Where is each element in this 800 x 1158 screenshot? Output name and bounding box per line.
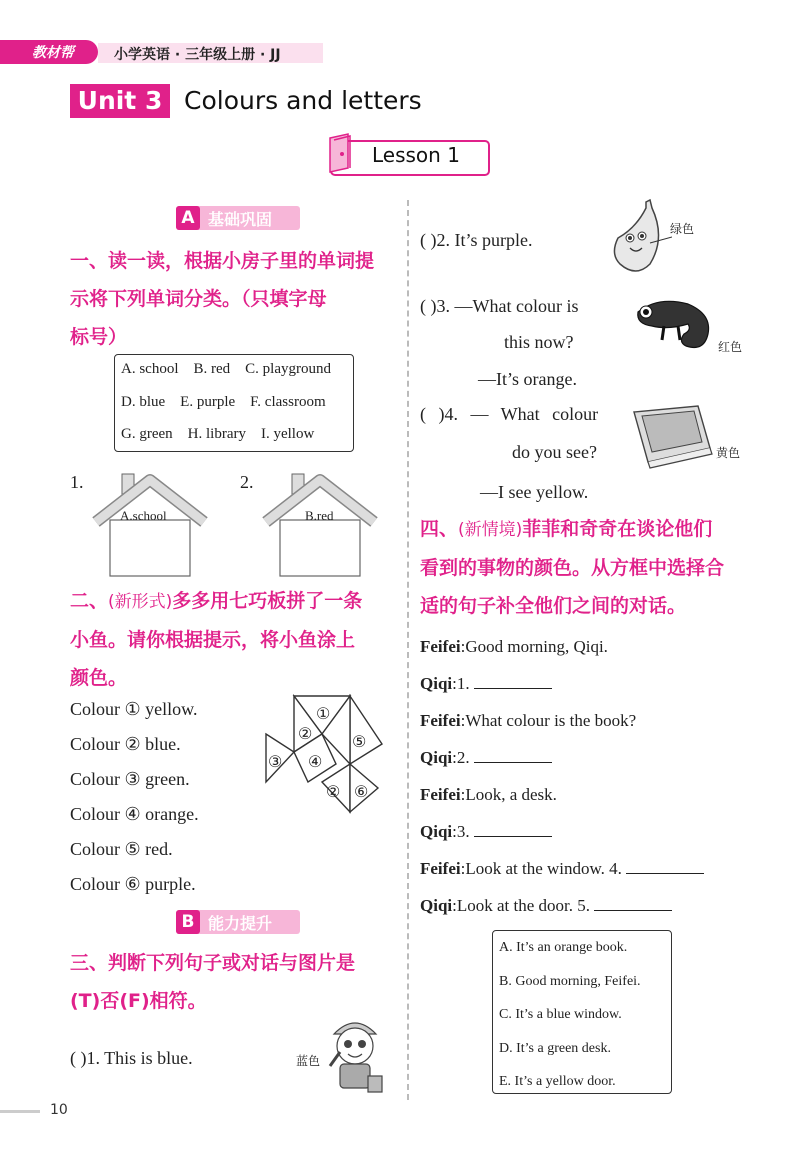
- q2-tag: (新形式): [108, 592, 173, 612]
- speaker: Qiqi: [420, 674, 453, 693]
- q2-instruction: [70, 582, 400, 697]
- page-number: 10: [50, 1102, 68, 1118]
- brand-text: 教材帮: [32, 45, 74, 61]
- q3-item2-label: 绿色: [670, 222, 695, 236]
- footer-rule: [0, 1110, 40, 1113]
- q4-options-box: [492, 930, 672, 1094]
- fish-label: ⑤: [352, 734, 367, 751]
- dialogue-text: What colour is the book?: [465, 711, 637, 730]
- q2-line2: 小鱼。请你根据提示，将小鱼涂上: [70, 629, 356, 651]
- chameleon-icon: [628, 290, 718, 354]
- dialogue-line: Feifei:Good morning, Qiqi.: [420, 637, 608, 656]
- q3-line1: 三、判断下列句子或对话与图片是: [70, 952, 356, 974]
- answer-blank-5[interactable]: [594, 894, 672, 911]
- house1-number: 1.: [70, 472, 84, 492]
- dialogue-line: Qiqi:1.: [420, 665, 704, 702]
- fish-label: ②: [326, 784, 341, 801]
- answer-blank-2[interactable]: [474, 746, 552, 763]
- q1-option: G. green: [121, 426, 173, 442]
- speaker: Feifei: [420, 785, 461, 804]
- book-title: 小学英语 · 三年级上册 · JJ: [114, 47, 281, 63]
- q1-option: C. playground: [245, 361, 331, 377]
- section-b-badge: [176, 910, 300, 934]
- column-divider: [407, 200, 409, 1100]
- painter-boy-icon: [320, 1012, 390, 1098]
- dialogue-text: 1.: [456, 674, 470, 693]
- q1-option: F. classroom: [250, 394, 326, 410]
- section-b-title: 能力提升: [208, 914, 273, 933]
- house2-number: 2.: [240, 472, 254, 492]
- q2-line3: 颜色。: [70, 667, 128, 689]
- colour-item: Colour ③ green.: [70, 769, 190, 789]
- q4-line1: 菲菲和奇奇在谈论他们: [522, 518, 713, 540]
- header-bar: [0, 40, 330, 66]
- dialogue-text: Good morning, Qiqi.: [465, 637, 608, 656]
- q4-dialogue: [420, 628, 704, 924]
- q3-item3-a: ( )3. —What colour is: [420, 296, 579, 316]
- q4-option: B. Good morning, Feifei.: [499, 973, 641, 989]
- q3-item3-label: 红色: [718, 340, 743, 354]
- fish-label: ④: [308, 754, 323, 771]
- q1-option: E. purple: [180, 394, 236, 410]
- dialogue-line: Qiqi:2.: [420, 739, 704, 776]
- q3-item4-a: ( )4. — What colour: [420, 404, 599, 424]
- q1-options-row3: [121, 426, 314, 443]
- q2-prefix: 二、: [70, 590, 109, 612]
- lesson-title: Lesson 1: [372, 143, 460, 167]
- house1-word: A.school: [120, 508, 167, 523]
- fish-label: ⑥: [354, 784, 369, 801]
- colour-item: Colour ② blue.: [70, 734, 181, 754]
- q3-item1-label: 蓝色: [296, 1054, 321, 1068]
- fish-label: ②: [298, 726, 313, 743]
- colour-item: Colour ④ orange.: [70, 804, 199, 824]
- speaker: Feifei: [420, 637, 461, 656]
- dialogue-line: Qiqi:3.: [420, 813, 704, 850]
- dialogue-text: 2.: [456, 748, 470, 767]
- house1-icon: [90, 470, 210, 580]
- tangram-fish: [262, 690, 392, 820]
- q4-tag: (新情境): [458, 520, 523, 540]
- dialogue-text: Look at the door. 5.: [456, 896, 591, 915]
- q4-option: C. It’s a blue window.: [499, 1007, 622, 1022]
- pointer-arrow: [648, 230, 672, 240]
- q1-option: A. school: [121, 361, 179, 377]
- dialogue-line: Feifei:What colour is the book?: [420, 711, 637, 730]
- q1-options-row2: [121, 394, 326, 411]
- q3-item4-b: do you see?: [512, 442, 597, 462]
- q3-item3-b: this now?: [504, 332, 574, 352]
- unit-label: Unit 3: [70, 84, 170, 118]
- section-a-letter: A: [176, 206, 200, 230]
- q1-line2: 示将下列单词分类。（只填字母: [70, 288, 327, 310]
- dialogue-text: Look, a desk.: [465, 785, 557, 804]
- speaker: Feifei: [420, 711, 461, 730]
- q3-item4-label: 黄色: [716, 446, 741, 460]
- dialogue-line: Feifei:Look at the window. 4.: [420, 850, 704, 887]
- q1-line3: 标号）: [70, 326, 128, 348]
- q4-line2: 看到的事物的颜色。从方框中选择合: [420, 557, 725, 579]
- colour-item: Colour ⑤ red.: [70, 839, 173, 859]
- section-a-title: 基础巩固: [208, 210, 273, 229]
- q1-instruction: [70, 242, 400, 356]
- answer-blank-1[interactable]: [474, 672, 552, 689]
- speaker: Qiqi: [420, 896, 453, 915]
- fish-label: ③: [268, 754, 283, 771]
- fish-label: ①: [316, 706, 331, 723]
- q3-item1: ( )1. This is blue.: [70, 1048, 193, 1068]
- house2-word: B.red: [305, 508, 334, 523]
- q2-line1: 多多用七巧板拼了一条: [172, 590, 363, 612]
- q3-item2: ( )2. It’s purple.: [420, 230, 533, 250]
- q1-option: I. yellow: [260, 426, 315, 442]
- q1-option: H. library: [187, 426, 246, 442]
- q4-option: A. It’s an orange book.: [499, 940, 628, 955]
- q2-colour-list: [70, 692, 199, 902]
- dialogue-line: Qiqi:Look at the door. 5.: [420, 887, 704, 924]
- answer-blank-3[interactable]: [474, 820, 552, 837]
- q4-option: E. It’s a yellow door.: [499, 1074, 616, 1089]
- colour-item: Colour ⑥ purple.: [70, 874, 196, 894]
- answer-blank-4[interactable]: [626, 857, 704, 874]
- dialogue-text: Look at the window. 4.: [465, 859, 622, 878]
- section-b-letter: B: [176, 910, 200, 934]
- q4-instruction: [420, 510, 760, 625]
- q3-item4-c: —I see yellow.: [480, 482, 589, 502]
- q3-instruction: [70, 944, 400, 1020]
- dialogue-line: Feifei:Look, a desk.: [420, 785, 557, 804]
- q1-option: D. blue: [121, 394, 166, 410]
- q1-word-box: [114, 354, 354, 452]
- q3-item3-c: —It’s orange.: [478, 369, 577, 389]
- speaker: Qiqi: [420, 822, 453, 841]
- book-picture-icon: [628, 402, 714, 470]
- unit-title: Colours and letters: [184, 86, 422, 115]
- q1-options-row1: [121, 361, 331, 378]
- fish-piece-5: [350, 696, 382, 764]
- q4-option: D. It’s a green desk.: [499, 1040, 611, 1056]
- book-icon: [326, 132, 356, 174]
- speaker: Feifei: [420, 859, 461, 878]
- dialogue-text: 3.: [456, 822, 470, 841]
- q4-line3: 适的句子补全他们之间的对话。: [420, 595, 687, 617]
- speaker: Qiqi: [420, 748, 453, 767]
- q3-line2: (T)否(F)相符。: [70, 990, 207, 1012]
- q1-option: B. red: [193, 361, 231, 377]
- q1-line1: 一、读一读，根据小房子里的单词提: [70, 250, 375, 272]
- house2-icon: [260, 470, 380, 580]
- section-a-badge: [176, 206, 300, 230]
- colour-item: Colour ① yellow.: [70, 699, 198, 719]
- q4-prefix: 四、: [420, 518, 459, 540]
